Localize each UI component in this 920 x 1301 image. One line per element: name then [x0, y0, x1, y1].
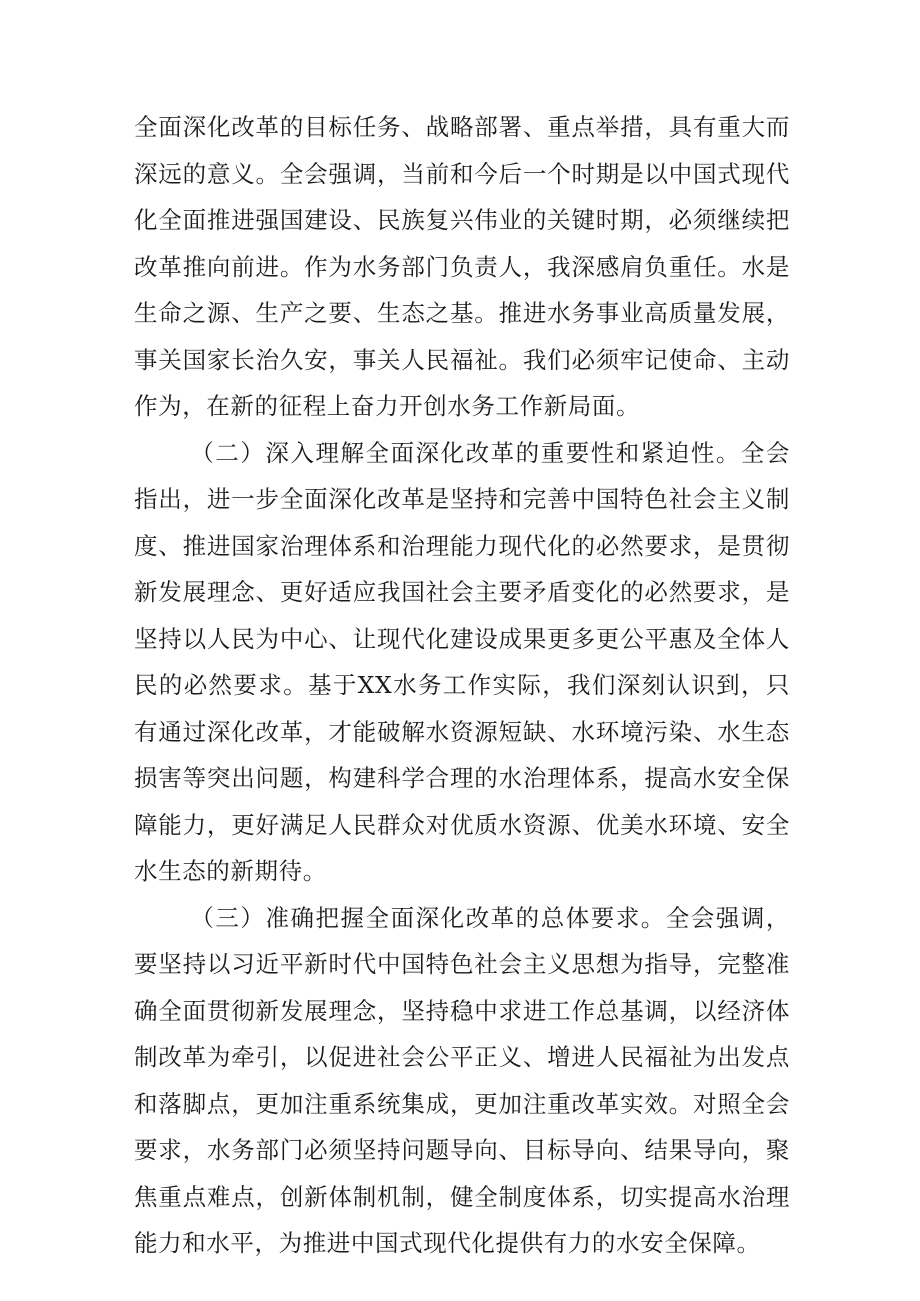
paragraph-section-two: （二）深入理解全面深化改革的重要性和紧迫性。全会指出，进一步全面深化改革是坚持和完善中国特色社会主义制度、推进国家治理体系和治理能力现代化的必然要求，是贯彻新发展理念、更好适应我国社会主要矛盾变化的必然要求，是坚持以人民为中心、让现代化建设成果更多更公平惠及全体人民的必然要求。基于XX水务工作实际，我们深刻认识到，只有通过深化改革，才能破解水资源短缺、水环境污染、水生态损害等突出问题，构建科学合理的水治理体系，提高水安全保障能力，更好满足人民群众对优质水资源、优美水环境、安全水生态的新期待。: [134, 438, 790, 885]
document-body: [134, 104, 790, 1267]
paragraph-section-three: （三）准确把握全面深化改革的总体要求。全会强调，要坚持以习近平新时代中国特色社会主义思想为指导，完整准确全面贯彻新发展理念，坚持稳中求进工作总基调，以经济体制改革为牵引，以促进社会公平正义、增进人民福祉为出发点和落脚点，更加注重系统集成，更加注重改革实效。对照全会要求，水务部门必须坚持问题导向、目标导向、结果导向，聚焦重点难点，创新体制机制，健全制度体系，切实提高水治理能力和水平，为推进中国式现代化提供有力的水安全保障。: [134, 903, 790, 1257]
paragraph-continuation: 全面深化改革的目标任务、战略部署、重点举措，具有重大而深远的意义。全会强调，当前和今后一个时期是以中国式现代化全面推进强国建设、民族复兴伟业的关键时期，必须继续把改革推向前进。作为水务部门负责人，我深感肩负重任。水是生命之源、生产之要、生态之基。推进水务事业高质量发展，事关国家长治久安，事关人民福祉。我们必须牢记使命、主动作为，在新的征程上奋力开创水务工作新局面。: [134, 113, 790, 420]
